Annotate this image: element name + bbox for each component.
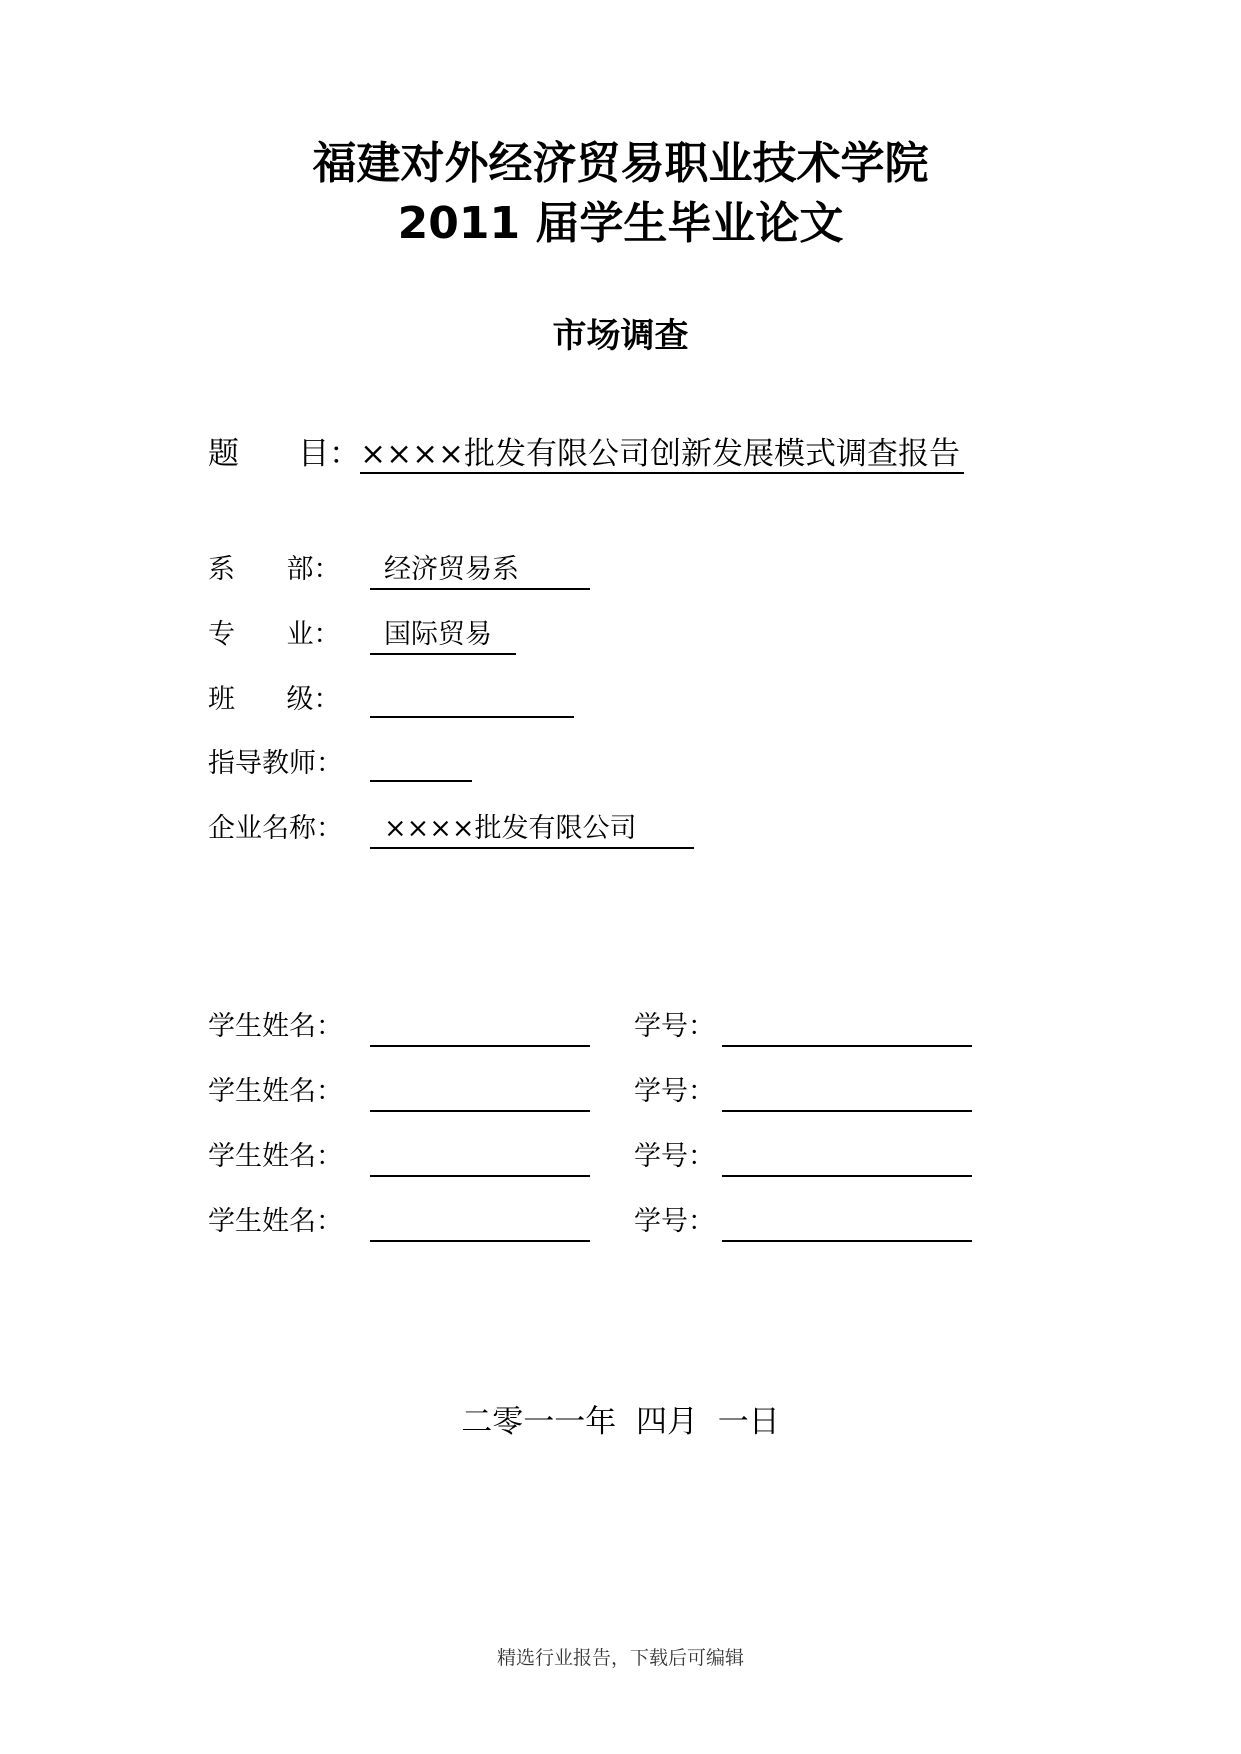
- footer-note: 精选行业报告，下载后可编辑: [496, 1647, 744, 1669]
- student-id-line: [722, 1110, 972, 1112]
- student-name-line: [370, 1175, 590, 1177]
- student-id-label: 学号：: [634, 1206, 715, 1237]
- topic-row: [208, 434, 964, 474]
- student-id-label: 学号：: [634, 1011, 715, 1042]
- student-id-line: [722, 1175, 972, 1177]
- student-name-label: 学生姓名：: [208, 1076, 343, 1107]
- advisor-label: 指导教师：: [208, 748, 343, 779]
- department-label: 系 部：: [208, 554, 341, 585]
- student-id-label: 学号：: [634, 1076, 715, 1107]
- student-name-line: [370, 1110, 590, 1112]
- topic-label: 题 目：: [208, 436, 361, 472]
- class-label: 班 级：: [208, 684, 341, 715]
- institution-title: 福建对外经济贸易职业技术学院: [312, 138, 929, 189]
- thesis-title: 2011 届学生毕业论文: [397, 198, 844, 249]
- major-value: 国际贸易: [370, 617, 516, 655]
- student-name-line: [370, 1045, 590, 1047]
- student-name-label: 学生姓名：: [208, 1206, 343, 1237]
- student-name-label: 学生姓名：: [208, 1141, 343, 1172]
- class-value: [370, 682, 574, 718]
- company-label: 企业名称：: [208, 813, 343, 844]
- date: 二零一一年 四月 一日: [461, 1404, 780, 1440]
- student-id-line: [722, 1240, 972, 1242]
- topic-value: ××××批发有限公司创新发展模式调查报告: [360, 436, 964, 474]
- student-id-line: [722, 1045, 972, 1047]
- student-id-label: 学号：: [634, 1141, 715, 1172]
- major-label: 专 业：: [208, 619, 341, 650]
- category-title: 市场调查: [552, 316, 689, 356]
- student-name-label: 学生姓名：: [208, 1011, 343, 1042]
- student-name-line: [370, 1240, 590, 1242]
- department-value: 经济贸易系: [370, 552, 590, 590]
- advisor-value: [370, 746, 472, 782]
- company-value: ××××批发有限公司: [370, 811, 694, 849]
